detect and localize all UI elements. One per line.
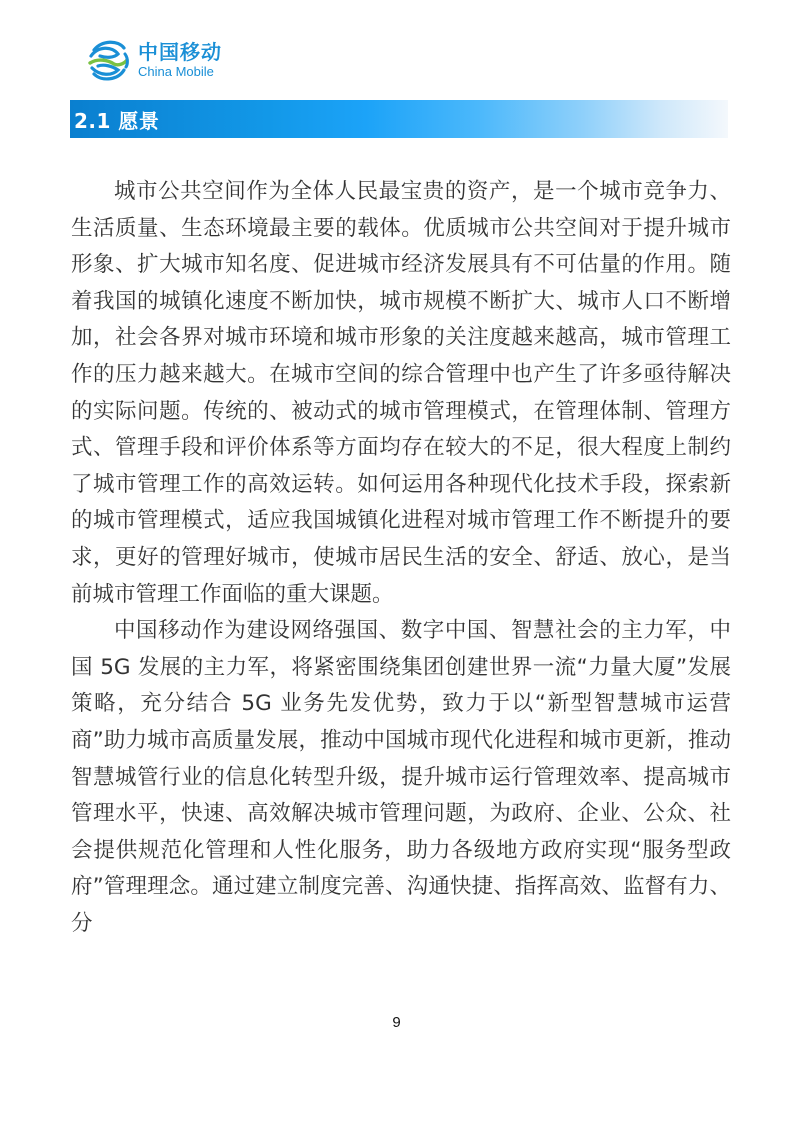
- body-text: [71, 174, 731, 942]
- logo-name-cn: 中国移动: [138, 40, 222, 64]
- logo-wordmark: [138, 42, 222, 78]
- china-mobile-logo: [84, 36, 244, 84]
- section-header-bar: [70, 100, 728, 138]
- logo-name-en: China Mobile: [138, 64, 214, 79]
- section-title: 2.1 愿景: [74, 108, 160, 133]
- china-mobile-logo-icon: [84, 36, 132, 84]
- paragraph: 城市公共空间作为全体人民最宝贵的资产，是一个城市竞争力、生活质量、生态环境最主要的载体。优质城市公共空间对于提升城市形象、扩大城市知名度、促进城市经济发展具有不可估量的作用。随着我国的城镇化速度不断加快，城市规模不断扩大、城市人口不断增加，社会各界对城市环境和城市形象的关注度越来越高，城市管理工作的压力越来越大。在城市空间的综合管理中也产生了许多亟待解决的实际问题。传统的、被动式的城市管理模式，在管理体制、管理方式、管理手段和评价体系等方面均存在较大的不足，很大程度上制约了城市管理工作的高效运转。如何运用各种现代化技术手段，探索新的城市管理模式，适应我国城镇化进程对城市管理工作不断提升的要求，更好的管理好城市，使城市居民生活的安全、舒适、放心，是当前城市管理工作面临的重大课题。: [71, 179, 731, 607]
- page-number: 9: [392, 1014, 401, 1031]
- paragraph: 中国移动作为建设网络强国、数字中国、智慧社会的主力军，中国 5G 发展的主力军，将紧密围绕集团创建世界一流“力量大厦”发展策略，充分结合 5G 业务先发优势，致力于以“新型智慧城市运营商”助力城市高质量发展，推动中国城市现代化进程和城市更新，推动智慧城管行业的信息化转型升级，提升城市运行管理效率、提高城市管理水平，快速、高效解决城市管理问题，为政府、企业、公众、社会提供规范化管理和人性化服务，助力各级地方政府实现“服务型政府”管理理念。通过建立制度完善、沟通快捷、指挥高效、监督有力、分: [71, 618, 731, 936]
